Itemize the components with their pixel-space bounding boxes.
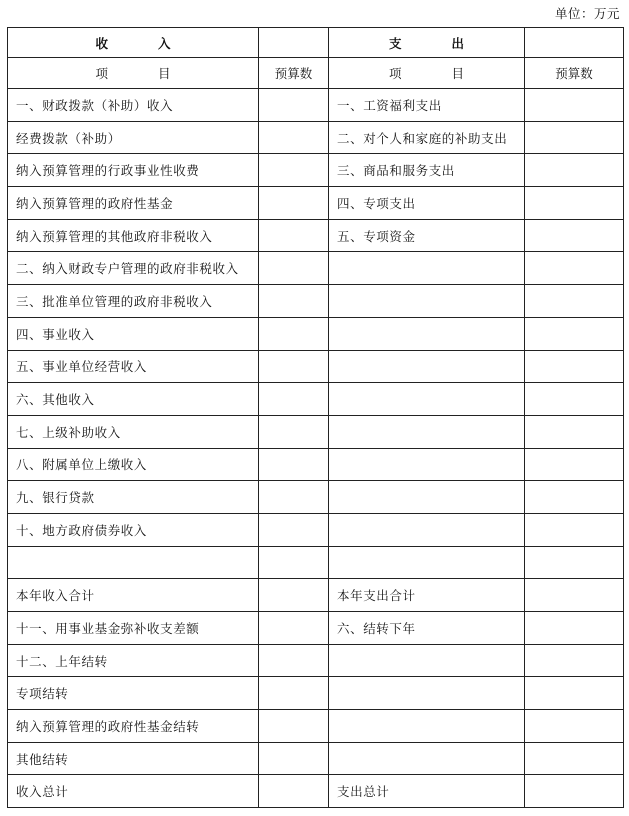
expense-budget-cell: [525, 481, 624, 514]
income-budget-cell: [259, 252, 329, 285]
expense-budget-cell: [525, 612, 624, 645]
income-item-cell: [8, 546, 259, 579]
table-row: [8, 187, 624, 220]
table-row: [8, 710, 624, 743]
expense-budget-cell: [525, 710, 624, 743]
income-budget-cell: [259, 677, 329, 710]
income-item-cell: 纳入预算管理的行政事业性收费: [8, 154, 259, 187]
table-row: [8, 121, 624, 154]
income-budget-cell: [259, 285, 329, 318]
budget-table: [7, 27, 624, 808]
income-item-cell: 一、财政拨款（补助）收入: [8, 89, 259, 122]
header-row-sections: [8, 28, 624, 58]
income-budget-cell: [259, 415, 329, 448]
income-item-cell: 三、批准单位管理的政府非税收入: [8, 285, 259, 318]
table-row: [8, 612, 624, 645]
expense-item-cell: 五、专项资金: [329, 219, 525, 252]
table-row: [8, 546, 624, 579]
income-budget-cell: [259, 317, 329, 350]
expense-budget-cell: [525, 350, 624, 383]
income-item-cell: 九、银行贷款: [8, 481, 259, 514]
income-section-header: 收 入: [8, 28, 259, 58]
expense-budget-header: 预算数: [525, 58, 624, 89]
table-row: [8, 775, 624, 808]
expense-budget-cell: [525, 644, 624, 677]
expense-item-cell: 本年支出合计: [329, 579, 525, 612]
table-row: [8, 448, 624, 481]
expense-budget-cell: [525, 154, 624, 187]
expense-item-header: 项 目: [329, 58, 525, 89]
income-budget-cell: [259, 187, 329, 220]
expense-section-blank: [525, 28, 624, 58]
income-budget-cell: [259, 644, 329, 677]
table-row: [8, 415, 624, 448]
expense-budget-cell: [525, 546, 624, 579]
table-row: [8, 742, 624, 775]
expense-budget-cell: [525, 513, 624, 546]
income-item-cell: 经费拨款（补助）: [8, 121, 259, 154]
expense-budget-cell: [525, 742, 624, 775]
expense-budget-cell: [525, 317, 624, 350]
table-row: [8, 350, 624, 383]
table-row: [8, 219, 624, 252]
income-budget-cell: [259, 219, 329, 252]
expense-item-cell: [329, 415, 525, 448]
income-budget-cell: [259, 579, 329, 612]
income-budget-cell: [259, 350, 329, 383]
income-budget-cell: [259, 481, 329, 514]
income-item-cell: 五、事业单位经营收入: [8, 350, 259, 383]
income-item-cell: 七、上级补助收入: [8, 415, 259, 448]
income-item-cell: 十一、用事业基金弥补收支差额: [8, 612, 259, 645]
table-row: [8, 383, 624, 416]
table-row: [8, 644, 624, 677]
expense-budget-cell: [525, 775, 624, 808]
expense-budget-cell: [525, 121, 624, 154]
income-budget-cell: [259, 154, 329, 187]
income-budget-cell: [259, 448, 329, 481]
income-budget-cell: [259, 710, 329, 743]
expense-item-cell: 六、结转下年: [329, 612, 525, 645]
income-item-cell: 八、附属单位上缴收入: [8, 448, 259, 481]
unit-label: 单位：万元: [554, 6, 620, 21]
income-item-cell: 专项结转: [8, 677, 259, 710]
table-row: [8, 89, 624, 122]
expense-item-cell: [329, 710, 525, 743]
expense-budget-cell: [525, 89, 624, 122]
expense-budget-cell: [525, 285, 624, 318]
income-item-cell: 二、纳入财政专户管理的政府非税收入: [8, 252, 259, 285]
expense-item-cell: 支出总计: [329, 775, 525, 808]
expense-budget-cell: [525, 677, 624, 710]
income-item-cell: 本年收入合计: [8, 579, 259, 612]
income-budget-cell: [259, 121, 329, 154]
table-row: [8, 513, 624, 546]
expense-item-cell: [329, 350, 525, 383]
income-item-cell: 十二、上年结转: [8, 644, 259, 677]
expense-budget-cell: [525, 579, 624, 612]
header-row-columns: [8, 58, 624, 89]
expense-budget-cell: [525, 187, 624, 220]
expense-item-cell: [329, 644, 525, 677]
income-item-cell: 纳入预算管理的政府性基金结转: [8, 710, 259, 743]
income-budget-cell: [259, 546, 329, 579]
income-item-cell: 四、事业收入: [8, 317, 259, 350]
income-budget-header: 预算数: [259, 58, 329, 89]
expense-item-cell: 三、商品和服务支出: [329, 154, 525, 187]
income-item-cell: 纳入预算管理的其他政府非税收入: [8, 219, 259, 252]
expense-item-cell: [329, 252, 525, 285]
income-item-cell: 其他结转: [8, 742, 259, 775]
table-row: [8, 252, 624, 285]
expense-budget-cell: [525, 448, 624, 481]
table-row: [8, 579, 624, 612]
income-budget-cell: [259, 742, 329, 775]
expense-budget-cell: [525, 219, 624, 252]
expense-item-cell: [329, 513, 525, 546]
expense-item-cell: [329, 383, 525, 416]
expense-item-cell: [329, 742, 525, 775]
expense-item-cell: 一、工资福利支出: [329, 89, 525, 122]
expense-budget-cell: [525, 383, 624, 416]
expense-section-header: 支 出: [329, 28, 525, 58]
expense-item-cell: [329, 285, 525, 318]
expense-item-cell: [329, 481, 525, 514]
expense-item-cell: [329, 546, 525, 579]
table-row: [8, 285, 624, 318]
expense-item-cell: [329, 317, 525, 350]
income-item-cell: 纳入预算管理的政府性基金: [8, 187, 259, 220]
table-row: [8, 481, 624, 514]
expense-item-cell: 四、专项支出: [329, 187, 525, 220]
table-row: [8, 677, 624, 710]
expense-budget-cell: [525, 415, 624, 448]
income-budget-cell: [259, 513, 329, 546]
income-item-cell: 十、地方政府债券收入: [8, 513, 259, 546]
income-budget-cell: [259, 612, 329, 645]
expense-item-cell: [329, 448, 525, 481]
expense-item-cell: [329, 677, 525, 710]
table-row: [8, 154, 624, 187]
expense-item-cell: 二、对个人和家庭的补助支出: [329, 121, 525, 154]
income-section-blank: [259, 28, 329, 58]
income-item-cell: 六、其他收入: [8, 383, 259, 416]
expense-budget-cell: [525, 252, 624, 285]
table-row: [8, 317, 624, 350]
income-item-cell: 收入总计: [8, 775, 259, 808]
income-budget-cell: [259, 383, 329, 416]
income-item-header: 项 目: [8, 58, 259, 89]
income-budget-cell: [259, 89, 329, 122]
income-budget-cell: [259, 775, 329, 808]
